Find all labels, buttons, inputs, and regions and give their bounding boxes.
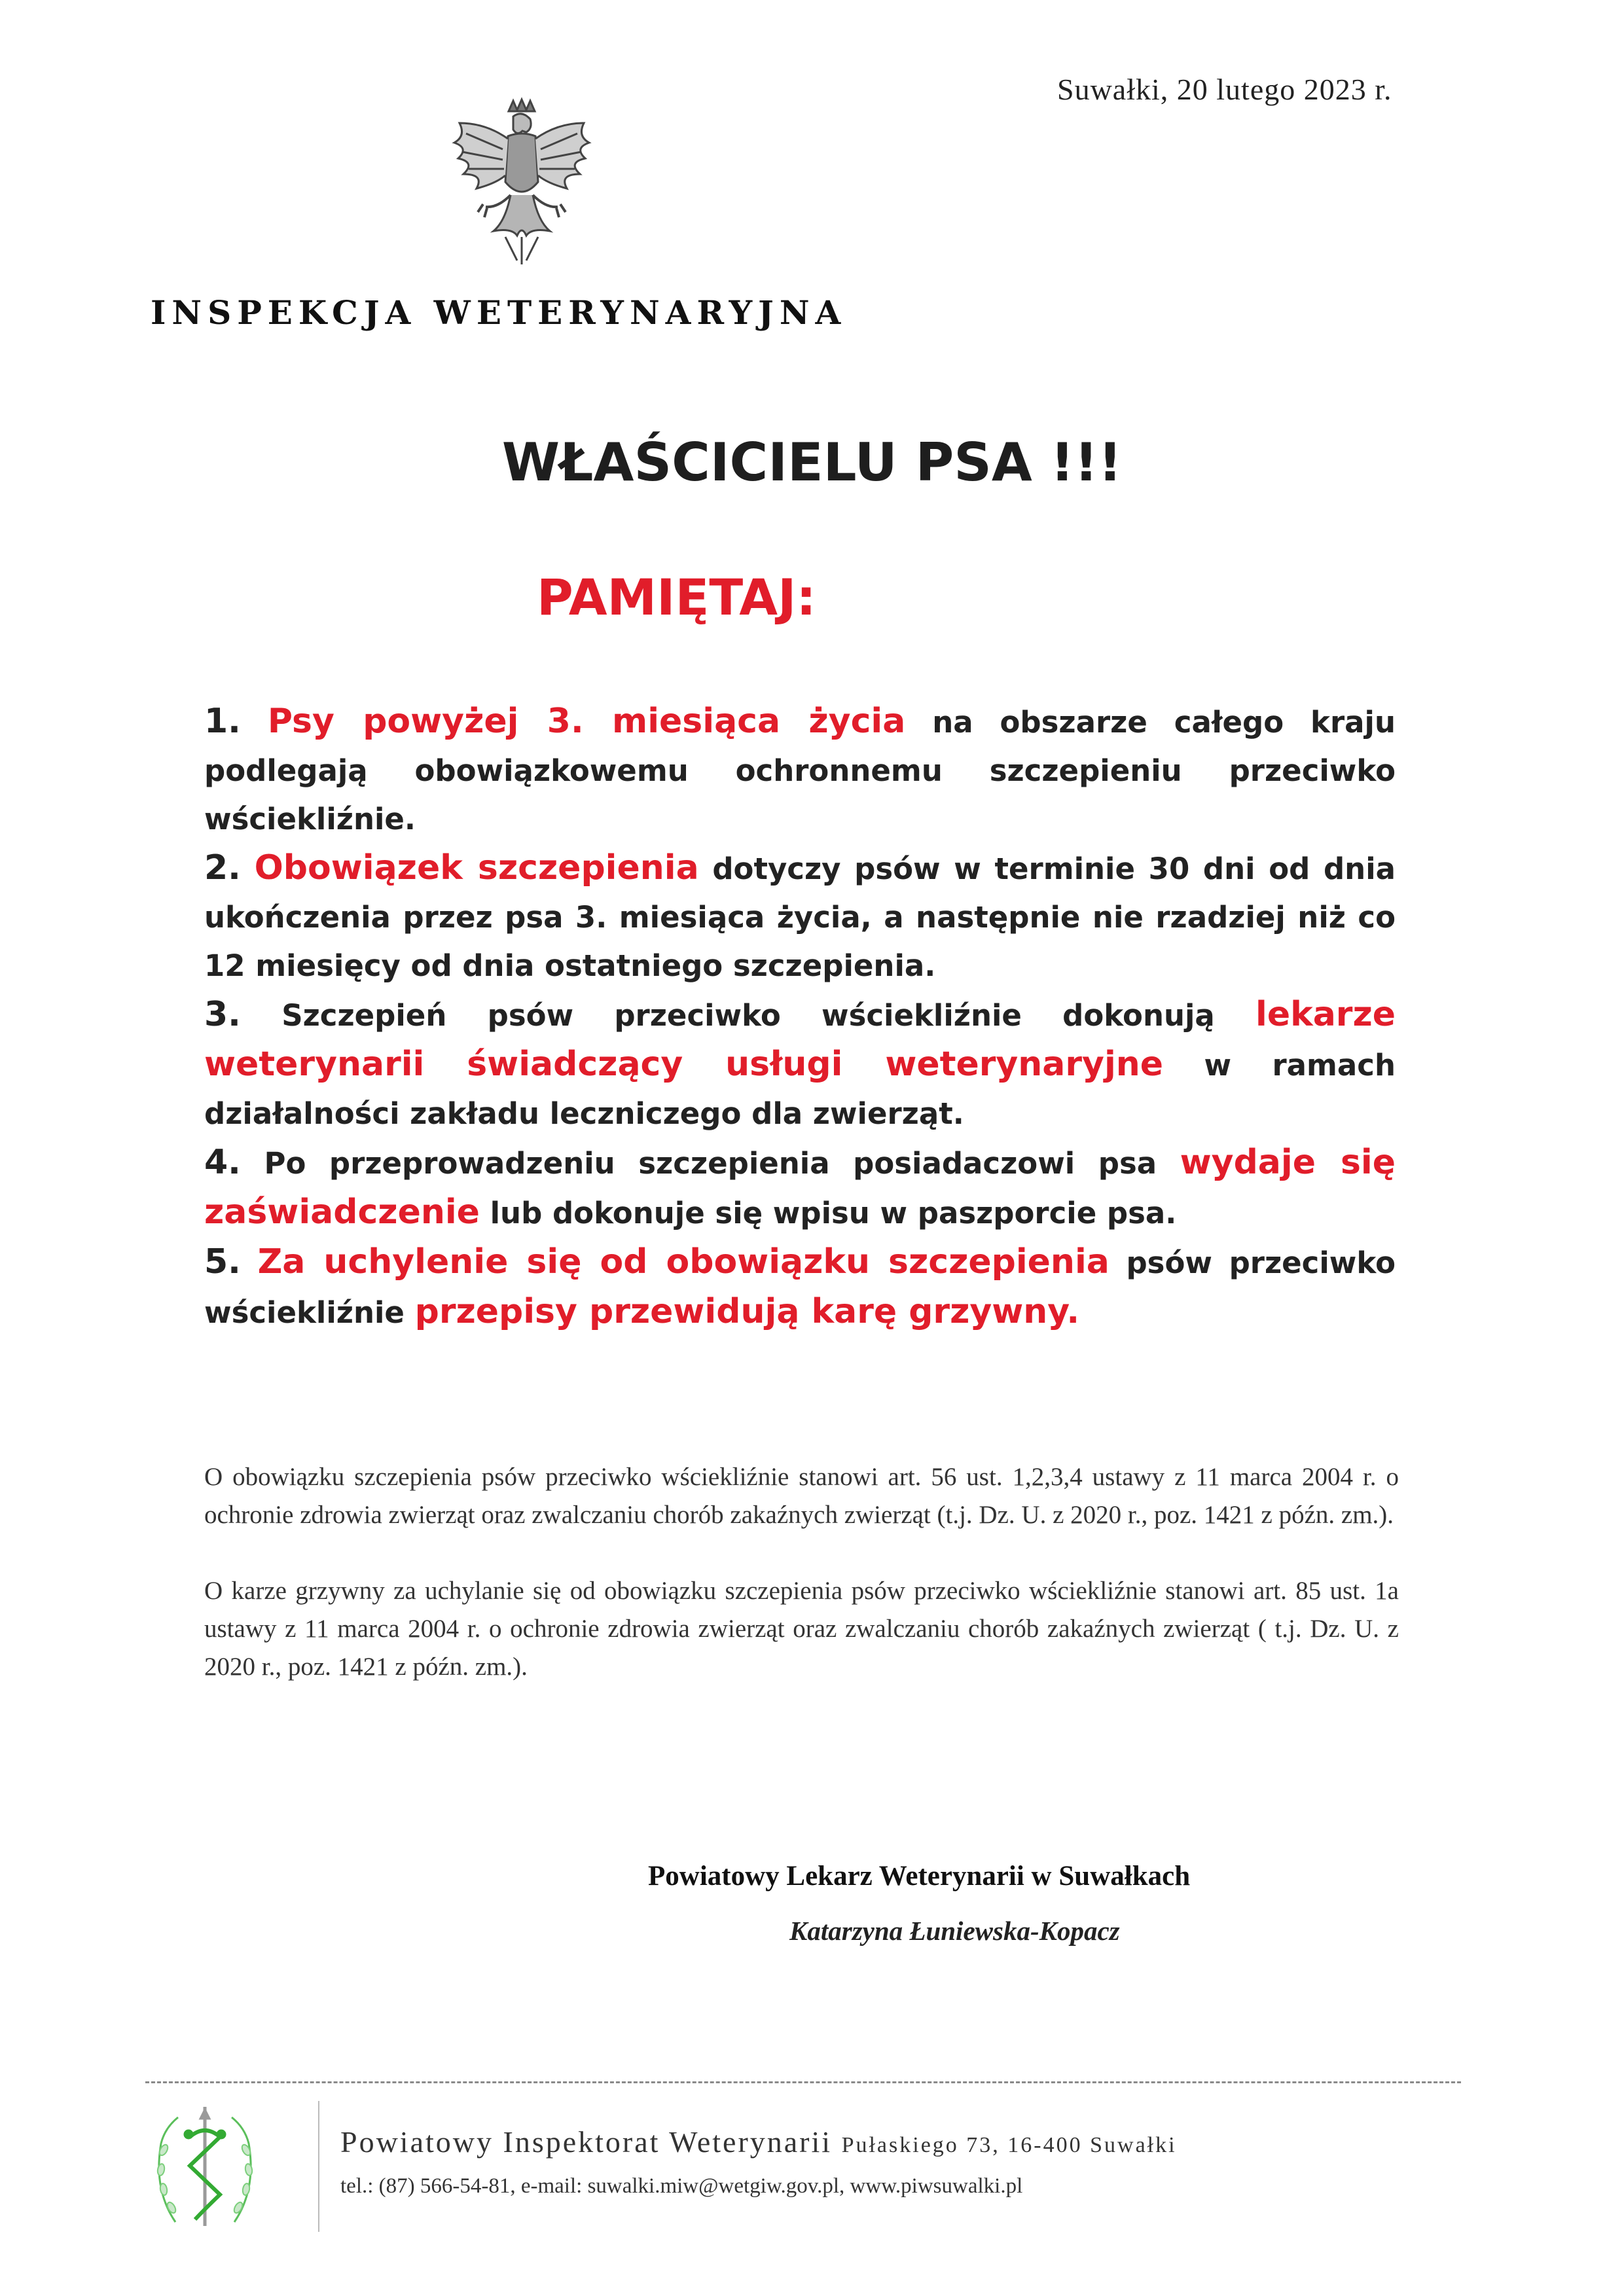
point-text: lub dokonuje się wpisu w paszporcie psa. — [479, 1196, 1177, 1230]
point-highlight: wydaje się zaświadczenie — [204, 1143, 1396, 1232]
headline: WŁAŚCICIELU PSA !!! — [501, 432, 1123, 493]
legal-paragraph: O obowiązku szczepienia psów przeciwko wściekliźnie stanowi art. 56 ust. 1,2,3,4 ustawy z 11 marca 2004 r. o ochronie zdrowia zwierząt oraz zwalczaniu chorób zakaźnych zwierząt (t.j. Dz. U. z 2020 r., poz. 1421 z późn. zm.). — [204, 1463, 1399, 1529]
institution-name: INSPEKCJA WETERYNARYJNA — [151, 293, 847, 332]
point-text: na obszarze całego kraju podlegają obowiązkowemu ochronnemu szczepieniu przeciwko wściekliźnie. — [204, 705, 1396, 836]
footer-organization — [340, 2125, 1177, 2159]
point-highlight: lekarze weterynarii świadczący usługi weterynaryjne — [204, 995, 1396, 1084]
signature-name: Katarzyna Łuniewska-Kopacz — [789, 1916, 1120, 1946]
legal-notes — [204, 1458, 1399, 1724]
footer-address: Pułaskiego 73, 16-400 Suwałki — [841, 2133, 1177, 2157]
point-number: 5. — [204, 1242, 241, 1282]
point-text: Po przeprowadzeniu szczepienia posiadaczowi psa — [264, 1146, 1180, 1181]
point-item — [204, 844, 1396, 990]
point-item — [204, 990, 1396, 1138]
point-text: dotyczy psów w terminie 30 dni od dnia ukończenia przez psa 3. miesiąca życia, a następnie nie rzadziej niż co 12 miesięcy od dnia ostatniego szczepienia. — [204, 852, 1396, 983]
place-date: Suwałki, 20 lutego 2023 r. — [1057, 73, 1392, 106]
point-number: 3. — [204, 995, 241, 1034]
point-highlight: przepisy przewidują karę grzywny. — [414, 1292, 1080, 1331]
remember-heading: PAMIĘTAJ: — [537, 568, 816, 626]
point-highlight: Psy powyżej 3. miesiąca życia — [267, 702, 906, 741]
point-number: 4. — [204, 1143, 241, 1182]
point-text: w ramach działalności zakładu leczniczego dla zwierząt. — [204, 1048, 1396, 1131]
caduceus-wreath-logo-icon — [149, 2098, 261, 2235]
point-text: psów przeciwko wściekliźnie — [204, 1246, 1396, 1330]
point-number: 2. — [204, 848, 241, 888]
signature-title: Powiatowy Lekarz Weterynarii w Suwałkach — [648, 1861, 1191, 1892]
footer-contact: tel.: (87) 566-54-81, e-mail: suwalki.miw@wetgiw.gov.pl, www.piwsuwalki.pl — [340, 2174, 1023, 2198]
points-list — [204, 697, 1396, 1337]
point-item — [204, 697, 1396, 844]
point-item — [204, 1238, 1396, 1337]
point-text: Szczepień psów przeciwko wściekliźnie dokonują — [281, 998, 1256, 1033]
point-highlight: Za uchylenie się od obowiązku szczepienia — [257, 1242, 1110, 1282]
point-highlight: Obowiązek szczepienia — [254, 848, 699, 888]
point-number: 1. — [204, 702, 241, 741]
footer-org-name: Powiatowy Inspektorat Weterynarii — [340, 2125, 833, 2159]
point-item — [204, 1138, 1396, 1238]
polish-eagle-emblem-icon — [440, 97, 604, 274]
legal-paragraph: O karze grzywny za uchylanie się od obowiązku szczepienia psów przeciwko wściekliźnie stanowi art. 85 ust. 1a ustawy z 11 marca 2004 r. o ochronie zdrowia zwierząt oraz zwalczaniu chorób zakaźnych zwierząt ( t.j. Dz. U. z 2020 r., poz. 1421 z późn. zm.). — [204, 1577, 1399, 1681]
footer-divider-line — [145, 2081, 1461, 2083]
footer-vertical-divider — [318, 2101, 319, 2232]
